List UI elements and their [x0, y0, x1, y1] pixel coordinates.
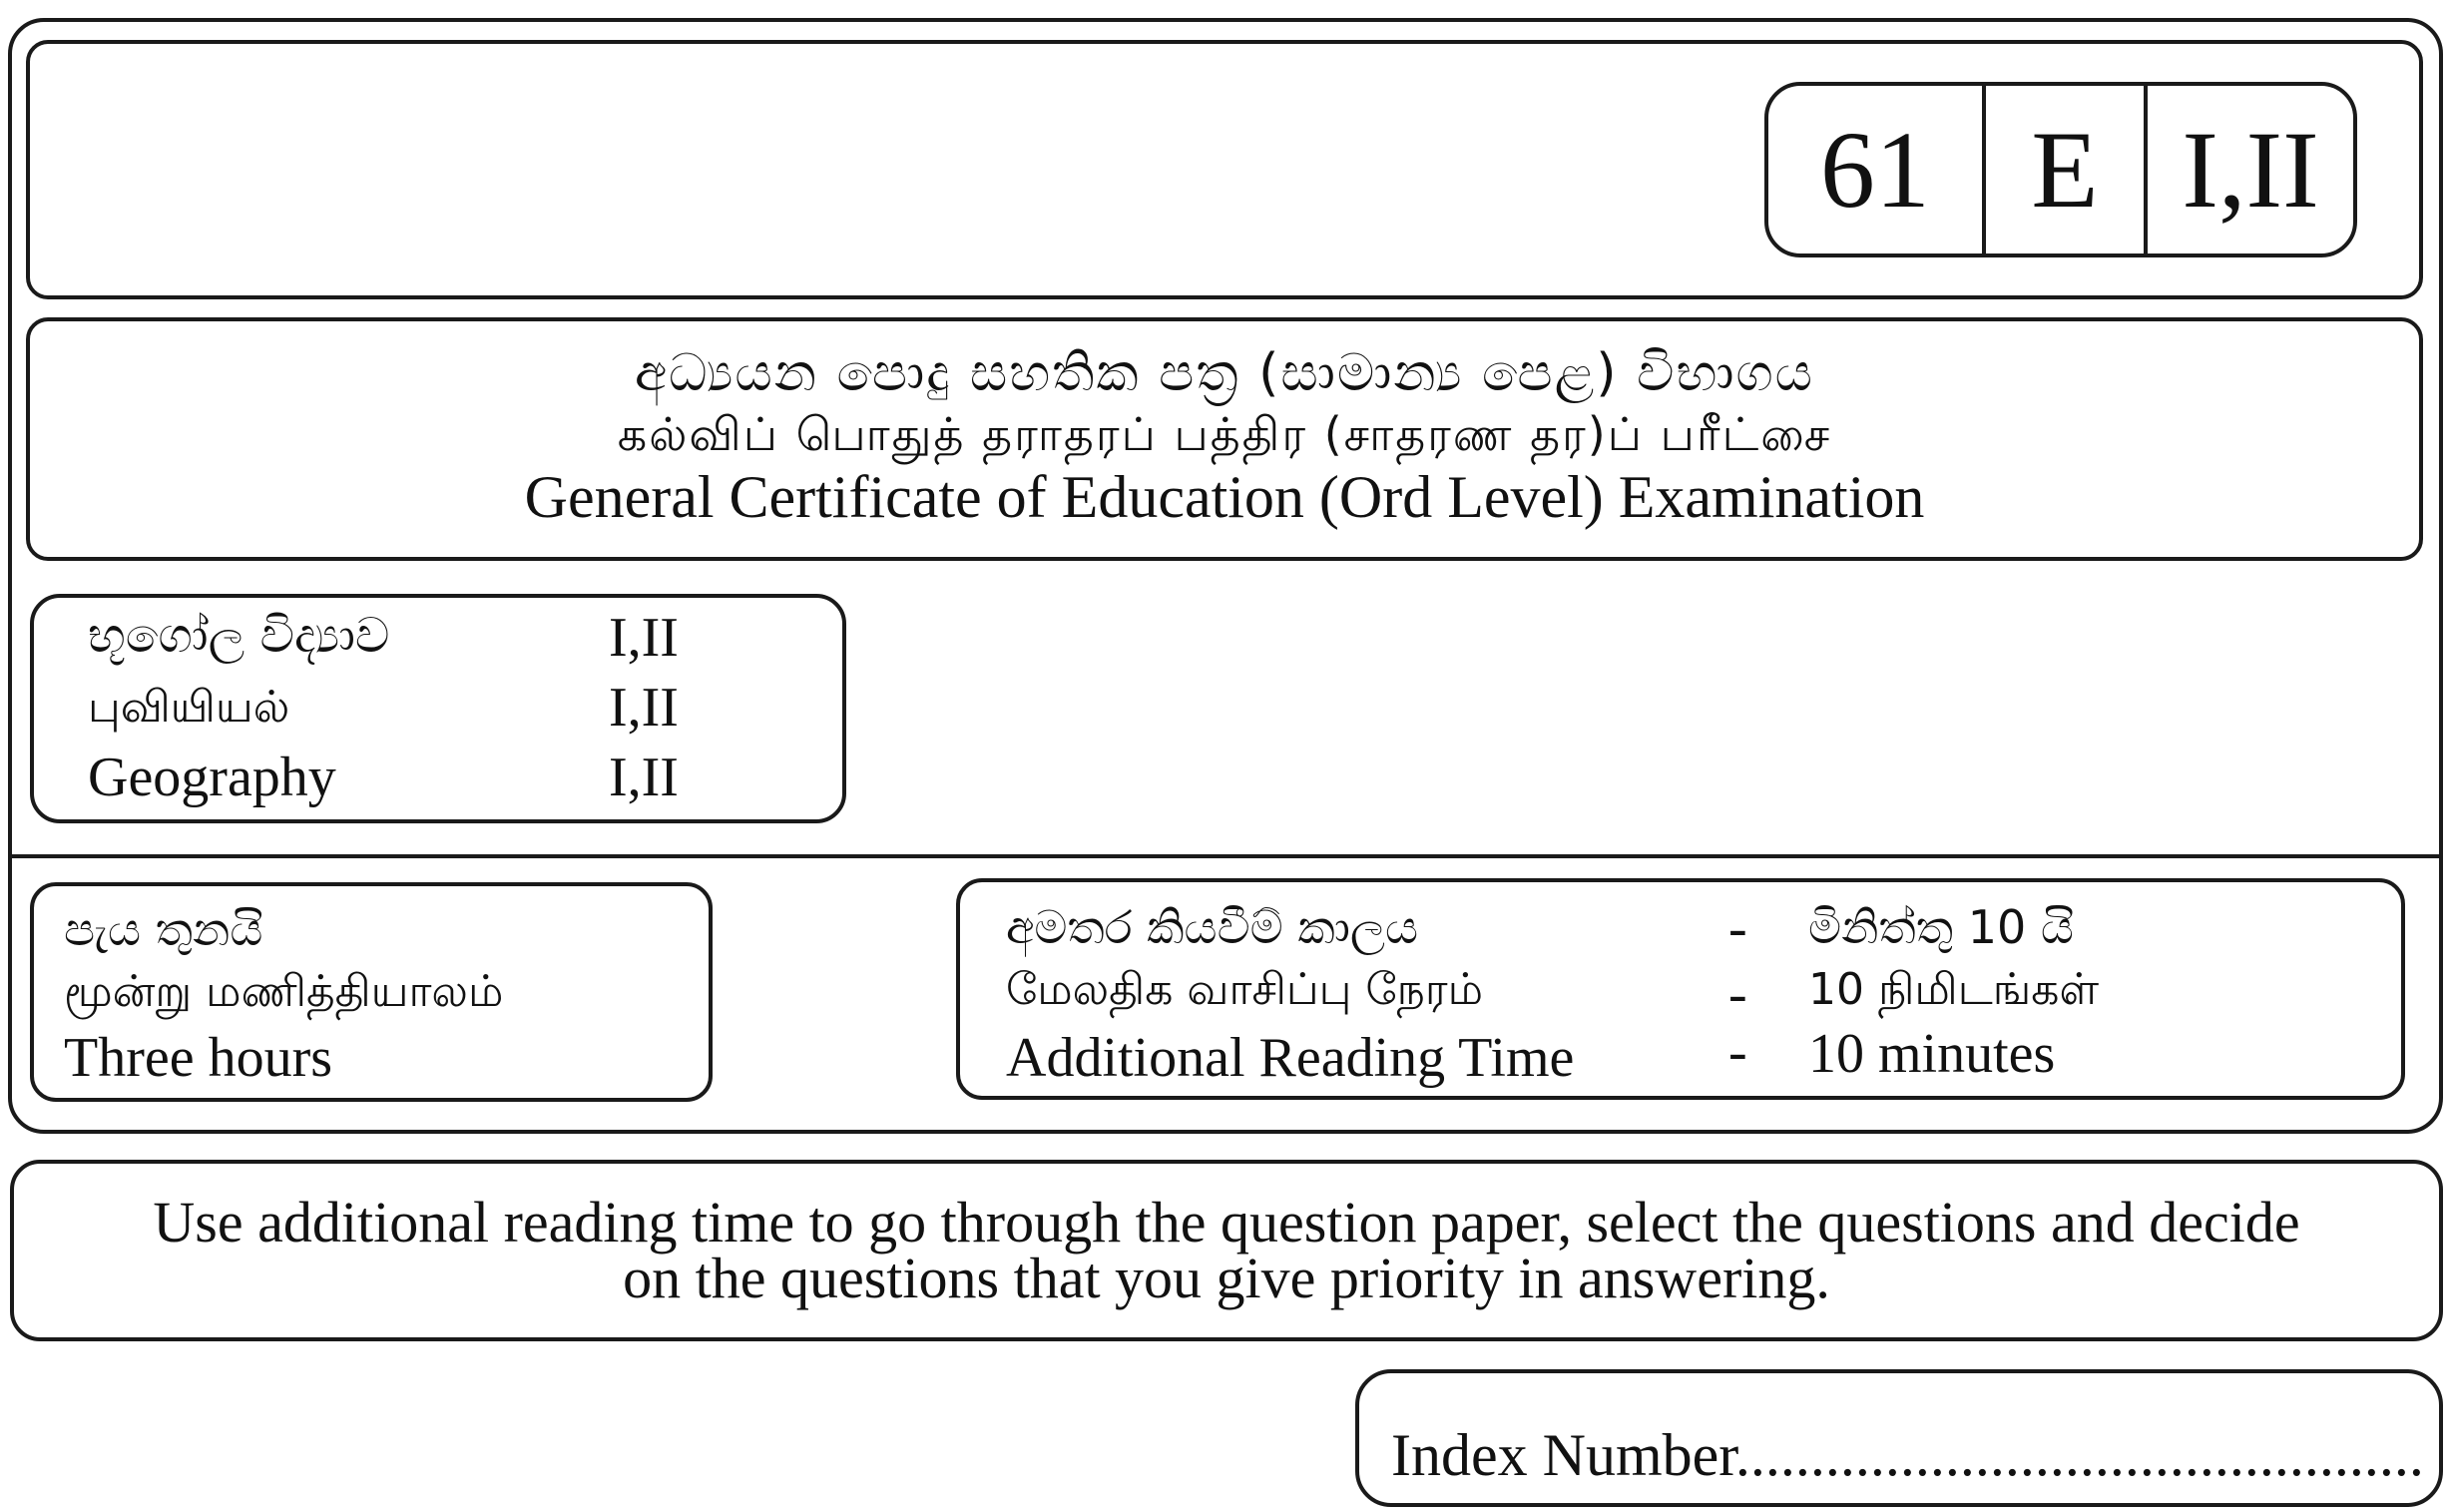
reading-label-tamil: மேலதிக வாசிப்பு நேரம் [1006, 964, 1483, 1015]
reading-label-english: Additional Reading Time [1006, 1027, 1575, 1089]
subject-name-tamil: புவியியல் [88, 682, 290, 733]
duration-box [30, 882, 713, 1102]
instruction-box [10, 1160, 2443, 1341]
medium-code: E [1982, 86, 2144, 253]
reading-dash-english: - [1728, 1021, 1747, 1083]
subject-name-english: Geography [88, 747, 336, 808]
duration-english: Three hours [64, 1027, 333, 1089]
subject-number: 61 [1819, 109, 1930, 231]
instruction-line-1: Use additional reading time to go through the question paper, select the questions and decide [153, 1190, 2300, 1255]
instruction-line-2: on the questions that you give priority in answering. [623, 1246, 1830, 1310]
subject-name-sinhala: භූගෝල විද්‍යාව [88, 608, 390, 664]
section-divider [8, 854, 2443, 858]
exam-title-tamil: கல்விப் பொதுத் தராதரப் பத்திர (சாதரண தர)ப் பரீட்சை [617, 407, 1832, 461]
duration-tamil: மூன்று மணித்தியாலம் [64, 966, 504, 1017]
index-number-box [1355, 1369, 2443, 1507]
index-number-field[interactable]: Index Number.............................................. [1391, 1422, 2424, 1488]
reading-value-english: 10 minutes [1808, 1023, 2056, 1085]
reading-label-sinhala: අමතර කියවීම් කාලය [1006, 900, 1419, 954]
paper-code-box [1764, 82, 2357, 257]
reading-time-box [956, 878, 2405, 1100]
subject-code-sinhala: I,II [609, 607, 679, 669]
exam-title-sinhala: අධ්‍යයන පොදු සහතික පත්‍ර (සාමාන්‍ය පෙළ) විභාගය [634, 343, 1815, 403]
reading-dash-sinhala: - [1728, 897, 1747, 959]
duration-sinhala: පැය තුනයි [64, 902, 263, 956]
reading-value-tamil: 10 நிமிடங்கள் [1808, 964, 2100, 1015]
reading-value-sinhala: මිනිත්තු 10 යි [1808, 900, 2074, 954]
subject-code-tamil: I,II [609, 677, 679, 739]
paper-numbers: I,II [2144, 86, 2353, 253]
exam-title-english: General Certificate of Education (Ord Level) Examination [524, 464, 1925, 530]
subject-code-english: I,II [609, 747, 679, 808]
subject-box [30, 594, 846, 823]
reading-dash-tamil: - [1728, 963, 1747, 1025]
exam-title-box [26, 317, 2423, 561]
